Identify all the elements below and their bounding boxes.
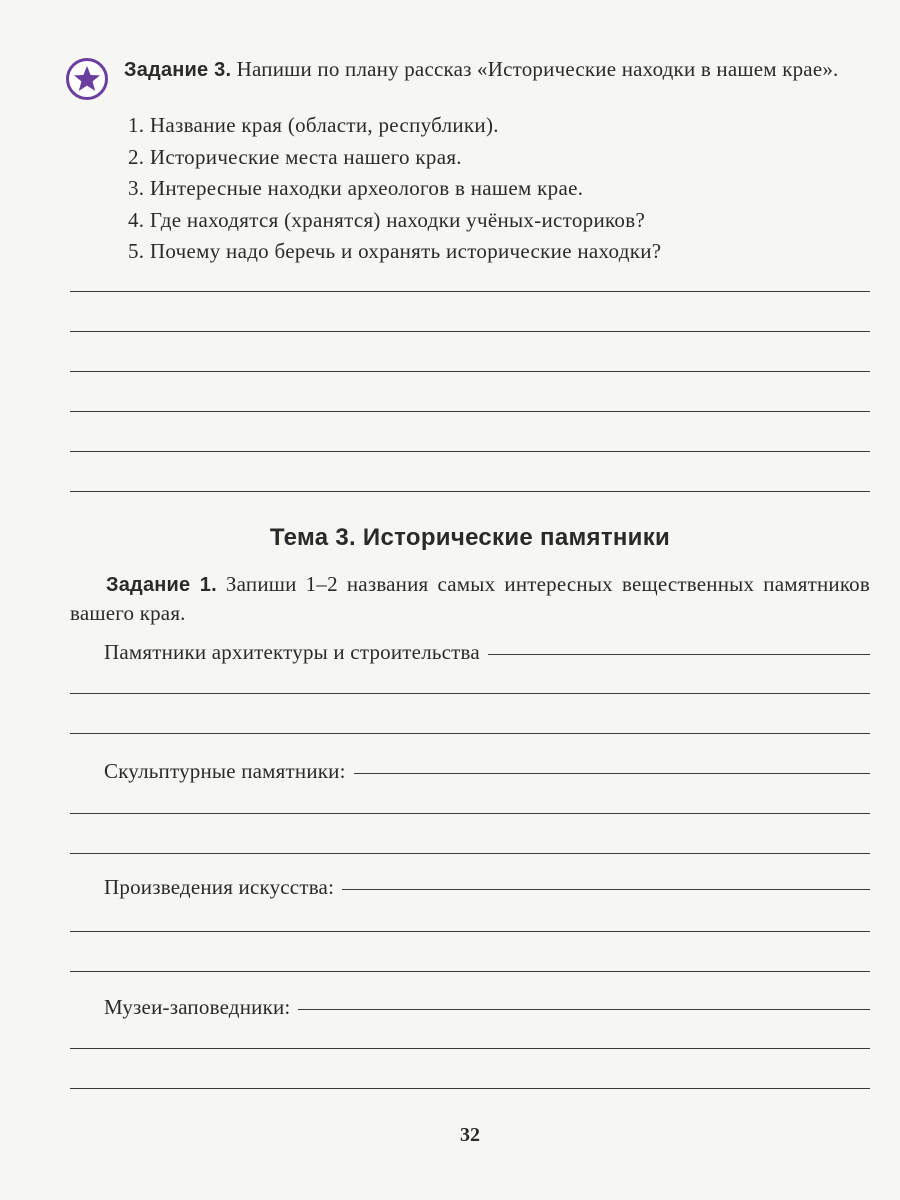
writing-line[interactable] [70,291,870,292]
writing-line[interactable] [70,411,870,412]
answer-line[interactable] [354,773,870,774]
writing-line[interactable] [70,1048,870,1049]
answer-line[interactable] [342,889,870,890]
writing-line[interactable] [70,1088,870,1089]
writing-line[interactable] [70,451,870,452]
task-3-instruction [124,54,870,85]
task-1-text: Запиши 1–2 названия самых интересных вещественных памятников вашего края. [70,572,870,625]
plan-item: 5. Почему надо беречь и охранять исторические находки? [128,239,662,263]
star-icon [72,64,102,94]
plan-item: 2. Исторические места нашего края. [128,144,462,169]
writing-line[interactable] [70,371,870,372]
category-label: Произведения искусства: [104,875,335,899]
writing-line[interactable] [70,931,870,932]
category-row [104,759,870,784]
plan-item: 4. Где находятся (хранятся) находки учёных-историков? [128,207,646,232]
task-3-plan [128,110,868,268]
task-1-instruction [70,570,870,627]
answer-line[interactable] [488,654,870,655]
writing-line[interactable] [70,813,870,814]
category-row [104,640,870,665]
task-1-label: Задание 1. [106,574,217,596]
writing-line[interactable] [70,331,870,332]
category-label: Музеи-заповедники: [104,995,291,1019]
page-number: 32 [460,1124,480,1146]
category-label: Скульптурные памятники: [104,759,346,783]
answer-line[interactable] [298,1009,870,1010]
task-3-text: Напиши по плану рассказ «Исторические находки в нашем крае». [231,57,839,81]
task-badge [66,58,108,100]
writing-line[interactable] [70,853,870,854]
task-3-label: Задание 3. [124,59,232,81]
writing-line[interactable] [70,693,870,694]
topic-title: Тема 3. Исторические памятники [269,524,671,551]
category-row [104,995,870,1020]
category-label: Памятники архитектуры и строительства [104,640,480,664]
writing-line[interactable] [70,971,870,972]
category-row [104,875,870,900]
plan-item: 1. Название края (области, республики). [128,113,499,137]
writing-line[interactable] [70,491,870,492]
plan-item: 3. Интересные находки археологов в нашем крае. [128,176,584,200]
writing-line[interactable] [70,733,870,734]
